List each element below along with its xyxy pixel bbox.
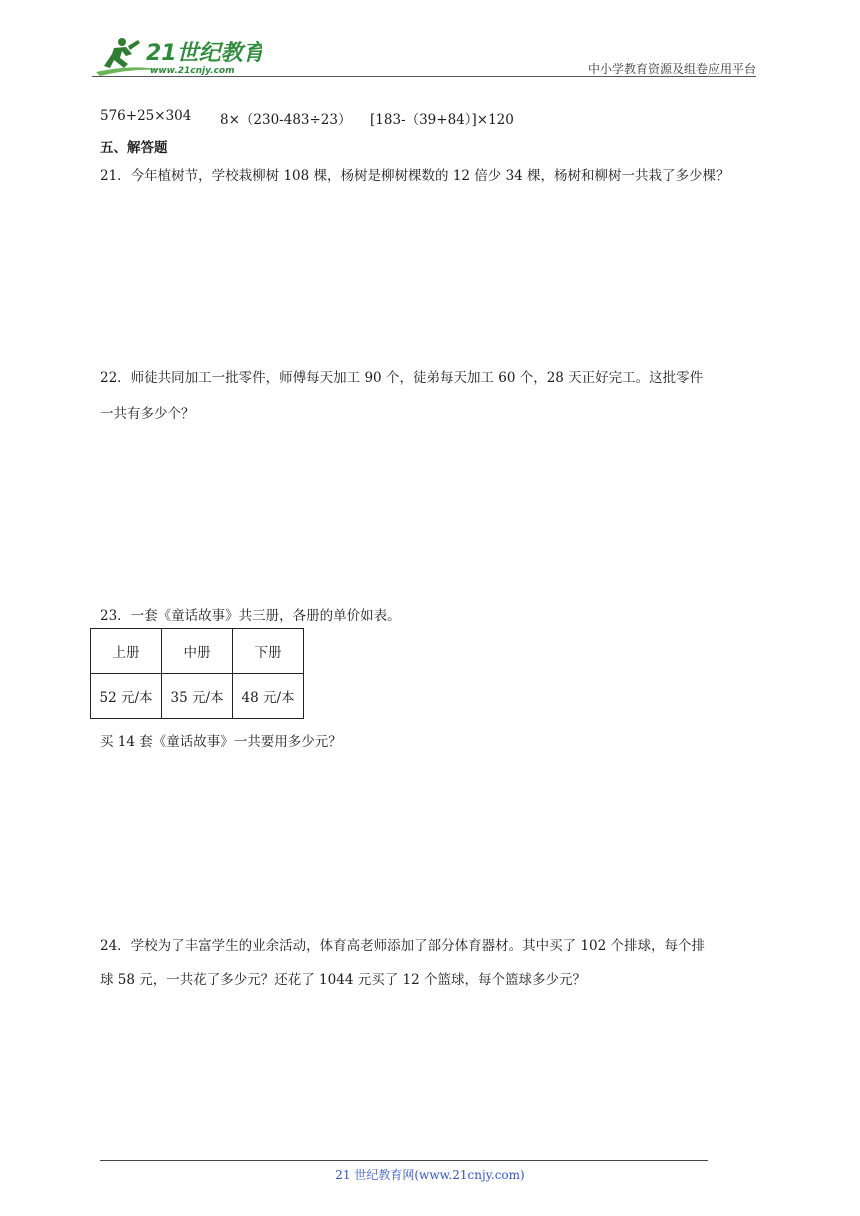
table-header-cell: 下册 [233, 629, 304, 674]
price-table [90, 628, 304, 719]
svg-text:21世纪教育: 21世纪教育 [146, 41, 262, 66]
table-header-cell: 上册 [91, 629, 162, 674]
question-22-line-2: 一共有多少个？ [100, 406, 195, 422]
table-header-cell: 中册 [162, 629, 233, 674]
table-price-cell: 48 元/本 [233, 674, 304, 719]
calc-expression-2: 8×（230-483÷23） [220, 112, 352, 128]
svg-text:www.21cnjy.com: www.21cnjy.com [150, 66, 235, 76]
section-title: 五、解答题 [100, 140, 168, 156]
price-table-value-row [91, 674, 304, 719]
question-24-line-2: 球 58 元，一共花了多少元？还花了 1044 元买了 12 个篮球，每个篮球多少元？ [100, 972, 586, 988]
site-tagline: 中小学教育资源及组卷应用平台 [587, 62, 756, 76]
price-table-header-row [91, 629, 304, 674]
header-divider [92, 76, 756, 77]
site-logo [92, 34, 262, 78]
question-24-line-1: 24．学校为了丰富学生的业余活动，体育高老师添加了部分体育器材。其中买了 102 个排球，每个排 [100, 938, 706, 954]
footer-link[interactable]: 21 世纪教育网(www.21cnjy.com) [335, 1168, 525, 1182]
question-23-question: 买 14 套《童话故事》一共要用多少元？ [100, 734, 342, 750]
table-price-cell: 35 元/本 [162, 674, 233, 719]
runner-logo-icon [92, 34, 262, 78]
calc-expression-1: 576+25×304 [100, 108, 192, 124]
calc-expression-3: [183-（39+84）]×120 [370, 112, 514, 128]
table-price-cell: 52 元/本 [91, 674, 162, 719]
question-22-line-1: 22．师徒共同加工一批零件，师傅每天加工 90 个，徒弟每天加工 60 个，28 天正好完工。这批零件 [100, 370, 704, 386]
footer-divider [100, 1160, 708, 1161]
question-21: 21．今年植树节，学校栽柳树 108 棵，杨树是柳树棵数的 12 倍少 34 棵，杨树和柳树一共栽了多少棵？ [100, 168, 730, 184]
question-23-intro: 23．一套《童话故事》共三册，各册的单价如表。 [100, 608, 401, 624]
